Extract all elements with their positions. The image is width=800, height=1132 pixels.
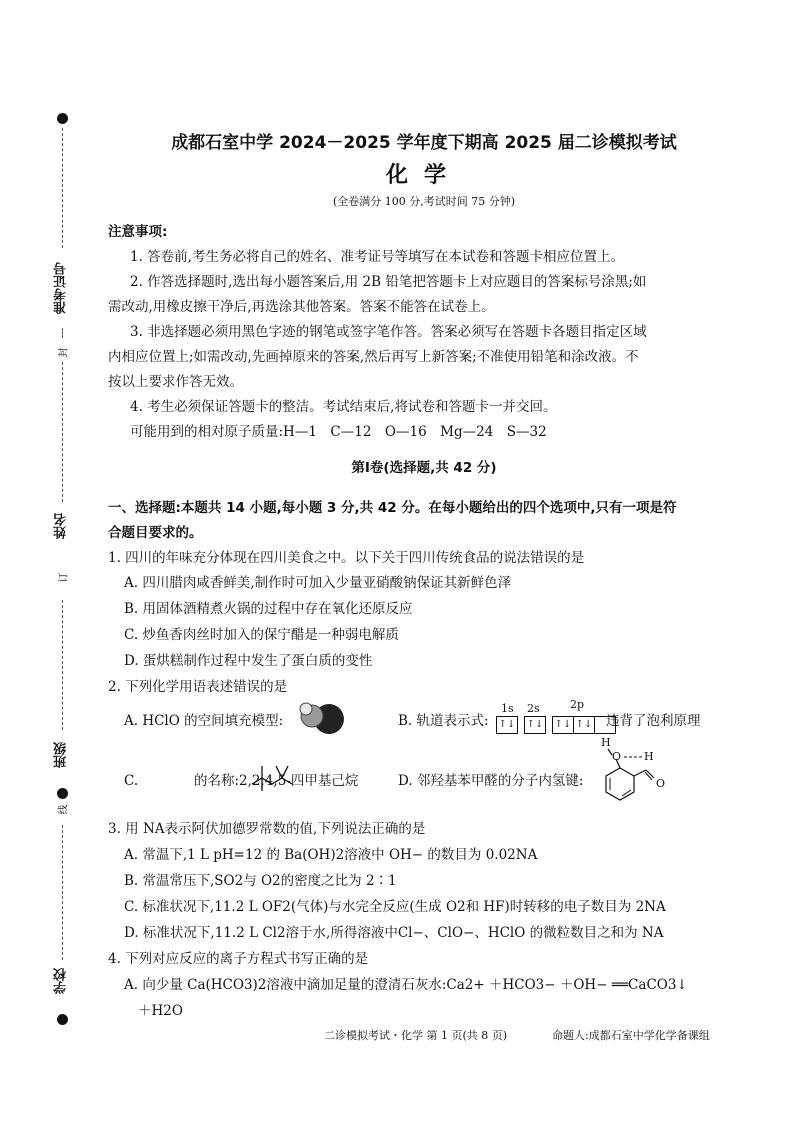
orbital-label-2s: 2s bbox=[527, 702, 540, 715]
seal-mark: 订 bbox=[58, 572, 70, 583]
binding-hole bbox=[57, 1014, 68, 1025]
note-line: 4. 考生必须保证答题卡的整洁。考试结束后,将试卷和答题卡一并交回。 bbox=[130, 399, 557, 415]
class-label: 班级 bbox=[54, 742, 69, 768]
section-title: 第Ⅰ卷(选择题,共 42 分) bbox=[351, 460, 497, 476]
binding-line bbox=[62, 362, 63, 502]
orbital-box: ↑↓ bbox=[552, 716, 574, 734]
option-a: A. 向少量 Ca(HCO3)2溶液中滴加足量的澄清石灰水:Ca2+ ＋HCO3− ＋OH− ══CaCO3↓ bbox=[124, 977, 688, 993]
question-3: 3. 用 NA表示阿伏加德罗常数的值,下列说法正确的是 bbox=[108, 821, 426, 837]
subject-title: 化学 bbox=[385, 163, 462, 188]
orbital-label-2p: 2p bbox=[570, 698, 585, 711]
note-line: 1. 答卷前,考生务必将自己的姓名、准考证号等填写在本试卷和答题卡相应位置上。 bbox=[130, 249, 624, 265]
seal-mark: 封 bbox=[58, 347, 70, 358]
note-line: 内相应位置上;如需改动,先画掉原来的答案,然后再写上新答案;不准使用铅笔和涂改液。不 bbox=[108, 349, 639, 365]
option-b: B. 用固体酒精煮火锅的过程中存在氧化还原反应 bbox=[124, 601, 413, 617]
option-b-prefix: B. 轨道表示式: bbox=[398, 713, 489, 729]
orbital-label-1s: 1s bbox=[501, 702, 514, 715]
option-c: C. 标准状况下,11.2 L OF2(气体)与水完全反应(生成 O2和 HF)时转移的电子数目为 2NA bbox=[124, 899, 666, 915]
note-line: 按以上要求作答无效。 bbox=[108, 374, 243, 390]
binding-line bbox=[62, 328, 63, 338]
option-d: D. 标准状况下,11.2 L Cl2溶于水,所得溶液中Cl−、ClO−、HClO 的微粒数目之和为 NA bbox=[124, 925, 664, 941]
option-d: D. 邻羟基苯甲醛的分子内氢键: bbox=[398, 773, 584, 789]
note-line: 3. 非选择题必须用黑色字迹的钢笔或签字笔作答。答案必须写在答题卡各题目指定区域 bbox=[130, 324, 647, 340]
option-a: A. HClO 的空间填充模型: bbox=[124, 713, 284, 729]
binding-line bbox=[62, 600, 63, 730]
aldehyde-h-label: H bbox=[644, 750, 654, 763]
option-a: A. 四川腊肉咸香鲜美,制作时可加入少量亚硝酸钠保证其新鲜色泽 bbox=[124, 575, 512, 591]
aldehyde-o-label: O bbox=[656, 777, 666, 790]
hydroxyl-o-label: O bbox=[612, 750, 622, 763]
option-c-suffix: 的名称:2,2,4,5-四甲基己烷 bbox=[194, 773, 359, 789]
atomic-masses: 可能用到的相对原子质量:H—1 C—12 O—16 Mg—24 S—32 bbox=[130, 424, 547, 440]
question-4: 4. 下列对应反应的离子方程式书写正确的是 bbox=[108, 951, 369, 967]
note-line: 需改动,用橡皮擦干净后,再选涂其他答案。答案不能答在试卷上。 bbox=[108, 299, 495, 315]
question-2: 2. 下列化学用语表述错误的是 bbox=[108, 679, 288, 695]
orbital-box: ↑↓ bbox=[524, 716, 546, 734]
option-d: D. 蛋烘糕制作过程中发生了蛋白质的变性 bbox=[124, 653, 373, 669]
option-c: C. 炒鱼香肉丝时加入的保宁醋是一种弱电解质 bbox=[124, 627, 399, 643]
option-b: B. 常温常压下,SO2与 O2的密度之比为 2∶1 bbox=[124, 873, 397, 889]
hclo-space-filling-model bbox=[298, 700, 346, 736]
binding-margin bbox=[0, 0, 100, 1132]
option-a: A. 常温下,1 L pH=12 的 Ba(OH)2溶液中 OH− 的数目为 0.02NA bbox=[124, 847, 538, 863]
note-line: 2. 作答选择题时,选出每小题答案后,用 2B 铅笔把答题卡上对应题目的答案标号涂黑;如 bbox=[130, 274, 647, 290]
footer-author: 命题人:成都石室中学化学备课组 bbox=[552, 1029, 710, 1042]
hydrogen-bond-structure bbox=[598, 736, 688, 810]
option-c-prefix: C. bbox=[124, 773, 139, 789]
notes-heading: 注意事项: bbox=[108, 224, 168, 240]
binding-line bbox=[62, 825, 63, 960]
seal-mark: 线 bbox=[58, 804, 70, 815]
section-instructions: 合题目要求的。 bbox=[108, 525, 203, 541]
school-label: 学校 bbox=[54, 968, 69, 994]
binding-line bbox=[62, 128, 63, 248]
score-time-info: (全卷满分 100 分,考试时间 75 分钟) bbox=[332, 195, 516, 208]
question-1: 1. 四川的年味充分体现在四川美食之中。以下关于四川传统食品的说法错误的是 bbox=[108, 550, 585, 566]
footer-page-info: 二诊模拟考试・化学 第 1 页(共 8 页) bbox=[324, 1029, 508, 1042]
hydroxyl-h-label: H bbox=[601, 736, 611, 749]
orbital-box: ↑↓ bbox=[573, 716, 595, 734]
orbital-diagram bbox=[494, 698, 614, 736]
section-instructions: 一、选择题:本题共 14 小题,每小题 3 分,共 42 分。在每小题给出的四个选项中,只有一项是符 bbox=[108, 500, 677, 516]
exam-number-label: 准考证号 bbox=[54, 262, 69, 314]
binding-hole bbox=[57, 788, 68, 799]
exam-title: 成都石室中学 2024－2025 学年度下期高 2025 届二诊模拟考试 bbox=[171, 133, 677, 153]
option-b-suffix: 违背了泡利原理 bbox=[606, 713, 701, 729]
option-a-continued: ＋H2O bbox=[138, 1003, 183, 1019]
orbital-box: ↑↓ bbox=[496, 716, 518, 734]
name-label: 姓名 bbox=[54, 513, 69, 539]
binding-hole bbox=[57, 113, 68, 124]
